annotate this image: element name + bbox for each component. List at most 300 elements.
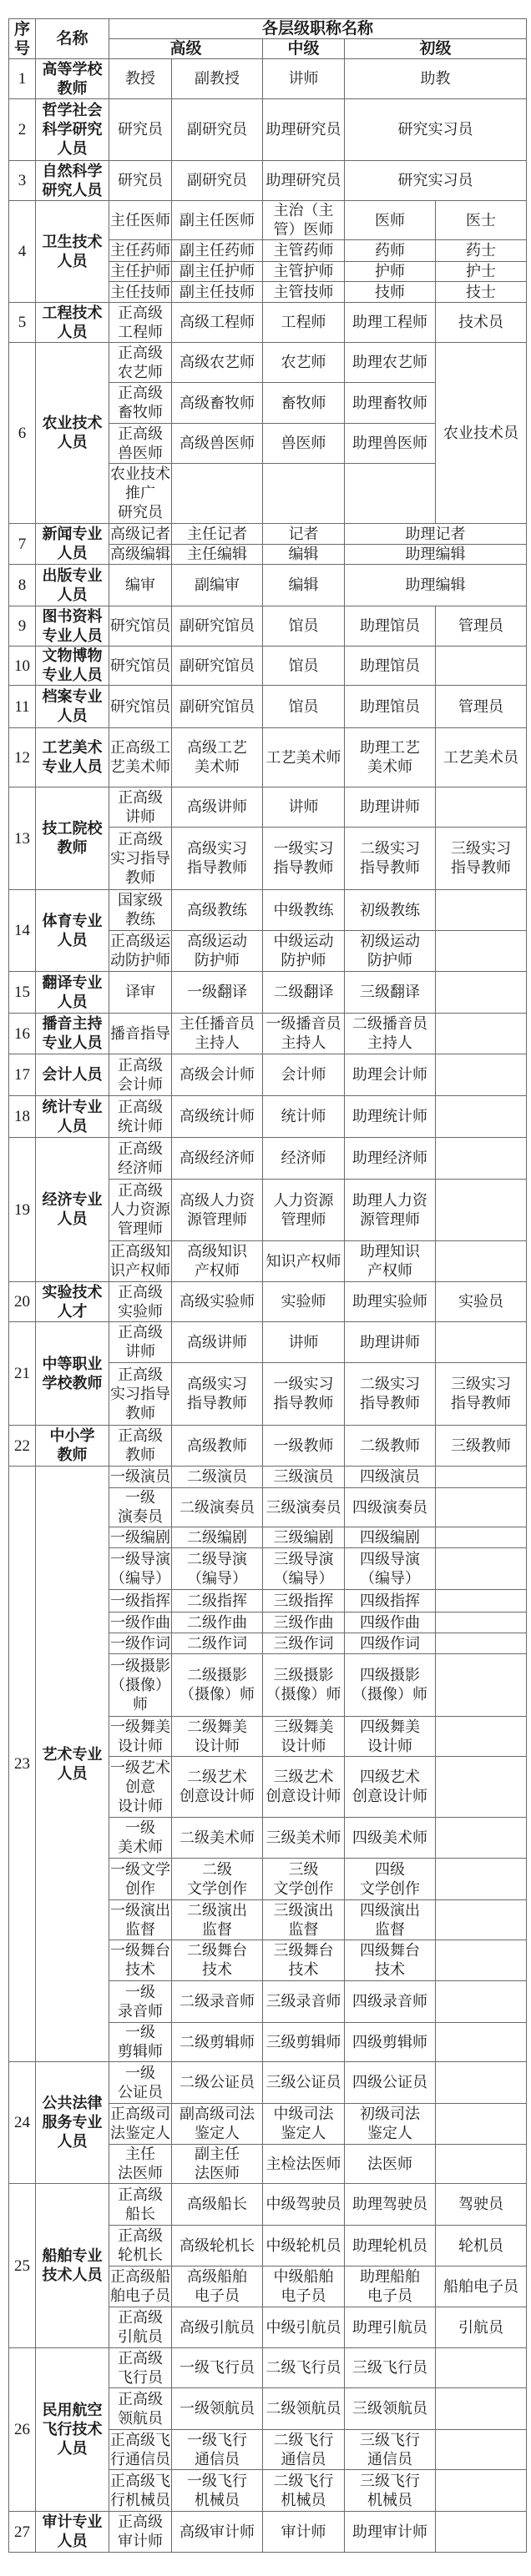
row-number: 1 bbox=[9, 59, 36, 99]
title-cell: 四级舞美 设计师 bbox=[345, 1717, 436, 1757]
title-cell: 三级剪辑师 bbox=[263, 2023, 345, 2062]
title-cell: 三级演员 bbox=[263, 1467, 345, 1488]
title-cell: 农业技术 推广 研究员 bbox=[109, 464, 172, 524]
title-cell: 四级 文学创作 bbox=[345, 1859, 436, 1900]
title-cell: 实验师 bbox=[263, 1282, 345, 1322]
title-cell: 三级作曲 bbox=[263, 1613, 345, 1633]
row-number: 25 bbox=[9, 2184, 36, 2348]
title-cell: 工艺美术员 bbox=[436, 728, 527, 787]
title-cell bbox=[436, 1654, 527, 1717]
title-cell: 馆员 bbox=[263, 686, 345, 728]
title-cell: 三级 文学创作 bbox=[263, 1859, 345, 1900]
title-cell: 一级实习 指导教师 bbox=[263, 1363, 345, 1426]
title-cell: 副主任药师 bbox=[172, 240, 263, 262]
title-cell: 副研究馆员 bbox=[172, 647, 263, 686]
title-cell: 工艺美术师 bbox=[263, 728, 345, 787]
title-cell: 中级教练 bbox=[263, 890, 345, 931]
title-cell: 一级实习 指导教师 bbox=[263, 828, 345, 890]
title-cell: 中级司法 鉴定人 bbox=[263, 2104, 345, 2145]
title-cell: 三级飞行 机械员 bbox=[345, 2470, 436, 2512]
title-cell: 高级船舶 电子员 bbox=[172, 2267, 263, 2307]
title-cell: 三级实习 指导教师 bbox=[436, 828, 527, 890]
title-cell: 副主任护师 bbox=[172, 262, 263, 282]
title-cell: 主治（主 管）医师 bbox=[263, 201, 345, 240]
title-cell: 轮机员 bbox=[436, 2226, 527, 2267]
title-cell: 三级教师 bbox=[436, 1426, 527, 1467]
title-cell: 二级实习 指导教师 bbox=[345, 828, 436, 890]
row-number: 11 bbox=[9, 686, 36, 728]
title-cell: 三级作词 bbox=[263, 1633, 345, 1654]
table-row bbox=[9, 1014, 527, 1054]
row-number: 4 bbox=[9, 201, 36, 303]
header-intermediate: 中级 bbox=[263, 39, 345, 59]
title-cell bbox=[436, 1548, 527, 1590]
title-cell: 高级工艺 美术师 bbox=[172, 728, 263, 787]
category-name: 民用航空 飞行技术 人员 bbox=[36, 2348, 109, 2512]
row-number: 9 bbox=[9, 606, 36, 647]
title-cell bbox=[436, 2348, 527, 2388]
row-number: 10 bbox=[9, 647, 36, 686]
title-cell: 一级翻译 bbox=[172, 972, 263, 1014]
title-cell bbox=[436, 1488, 527, 1527]
title-cell: 正高级 教师 bbox=[109, 1426, 172, 1467]
row-number: 24 bbox=[9, 2062, 36, 2184]
title-cell bbox=[436, 1138, 527, 1180]
title-cell: 三级公证员 bbox=[263, 2062, 345, 2104]
table-row bbox=[9, 2348, 527, 2388]
title-cell bbox=[172, 464, 263, 524]
title-cell: 经济师 bbox=[263, 1138, 345, 1180]
title-cell bbox=[436, 2062, 527, 2104]
title-cell: 高级轮机长 bbox=[172, 2226, 263, 2267]
title-cell: 助理知识 产权师 bbox=[345, 1241, 436, 1282]
title-cell: 正高级工 艺美术师 bbox=[109, 728, 172, 787]
title-cell: 高级实验师 bbox=[172, 1282, 263, 1322]
title-cell: 三级领航员 bbox=[345, 2388, 436, 2430]
title-cell: 助理畜牧师 bbox=[345, 383, 436, 424]
title-cell: 二级艺术 创意设计师 bbox=[172, 1757, 263, 1818]
title-cell: 二级飞行 机械员 bbox=[263, 2470, 345, 2512]
title-cell: 研究馆员 bbox=[109, 686, 172, 728]
title-cell: 高级审计师 bbox=[172, 2512, 263, 2553]
title-cell: 二级翻译 bbox=[263, 972, 345, 1014]
title-cell: 助理引航员 bbox=[345, 2307, 436, 2348]
table-row bbox=[9, 565, 527, 606]
title-cell: 正高级 引航员 bbox=[109, 2307, 172, 2348]
row-number: 18 bbox=[9, 1096, 36, 1138]
category-name: 翻译专业 人员 bbox=[36, 972, 109, 1014]
title-cell: 四级作词 bbox=[345, 1633, 436, 1654]
title-cell: 二级指挥 bbox=[172, 1590, 263, 1613]
title-cell: 研究馆员 bbox=[109, 647, 172, 686]
title-cell: 助理船舶 电子员 bbox=[345, 2267, 436, 2307]
title-cell: 编审 bbox=[109, 565, 172, 606]
title-cell: 二级播音员 主持人 bbox=[345, 1014, 436, 1054]
title-cell: 一级 录音师 bbox=[109, 1981, 172, 2023]
title-cell: 一级舞台 技术 bbox=[109, 1940, 172, 1981]
title-cell: 审计师 bbox=[263, 2512, 345, 2553]
title-cell: 国家级 教练 bbox=[109, 890, 172, 931]
title-cell: 一级 美术师 bbox=[109, 1818, 172, 1859]
title-cell: 四级摄影 （摄像）师 bbox=[345, 1654, 436, 1717]
title-cell: 二级舞台 技术 bbox=[172, 1940, 263, 1981]
title-cell: 助理统计师 bbox=[345, 1096, 436, 1138]
title-cell: 二级编剧 bbox=[172, 1527, 263, 1548]
title-cell: 高级运动 防护师 bbox=[172, 931, 263, 972]
title-cell: 助理工程师 bbox=[345, 303, 436, 343]
title-cell: 主任护师 bbox=[109, 262, 172, 282]
title-cell: 三级演奏员 bbox=[263, 1488, 345, 1527]
title-cell: 三级编剧 bbox=[263, 1527, 345, 1548]
title-cell: 二级演出 监督 bbox=[172, 1900, 263, 1940]
title-cell: 初级运动 防护师 bbox=[345, 931, 436, 972]
title-cell: 三级美术师 bbox=[263, 1818, 345, 1859]
category-name: 播音主持 专业人员 bbox=[36, 1014, 109, 1054]
table-row bbox=[9, 647, 527, 686]
title-cell: 讲师 bbox=[263, 787, 345, 828]
title-cell: 中级轮机员 bbox=[263, 2226, 345, 2267]
title-cell: 高级统计师 bbox=[172, 1096, 263, 1138]
category-name: 高等学校 教师 bbox=[36, 59, 109, 99]
row-number: 20 bbox=[9, 1282, 36, 1322]
table-row bbox=[9, 972, 527, 1014]
title-cell: 助理讲师 bbox=[345, 787, 436, 828]
title-cell: 助理记者 bbox=[345, 524, 527, 545]
row-number: 6 bbox=[9, 343, 36, 524]
table-row bbox=[9, 303, 527, 343]
title-cell: 引航员 bbox=[436, 2307, 527, 2348]
title-cell: 助理馆员 bbox=[345, 606, 436, 647]
title-cell bbox=[436, 1818, 527, 1859]
title-cell bbox=[436, 787, 527, 828]
title-cell: 二级作词 bbox=[172, 1633, 263, 1654]
title-cell: 研究实习员 bbox=[345, 99, 527, 161]
professional-title-table bbox=[8, 18, 527, 2553]
title-cell: 助理经济师 bbox=[345, 1138, 436, 1180]
title-cell bbox=[436, 1054, 527, 1096]
title-cell: 二级 文学创作 bbox=[172, 1859, 263, 1900]
title-cell: 正高级 飞行员 bbox=[109, 2348, 172, 2388]
table-row bbox=[9, 2184, 527, 2226]
title-cell: 三级摄影 （摄像）师 bbox=[263, 1654, 345, 1717]
title-cell: 研究员 bbox=[109, 161, 172, 201]
title-cell: 高级畜牧师 bbox=[172, 383, 263, 424]
title-cell: 一级飞行 通信员 bbox=[172, 2430, 263, 2470]
row-number: 14 bbox=[9, 890, 36, 972]
title-cell: 高级农艺师 bbox=[172, 343, 263, 383]
table-row bbox=[9, 2062, 527, 2104]
category-name: 实验技术 人才 bbox=[36, 1282, 109, 1322]
category-name: 会计人员 bbox=[36, 1054, 109, 1096]
title-cell: 二级美术师 bbox=[172, 1818, 263, 1859]
title-cell: 二级飞行员 bbox=[263, 2348, 345, 2388]
title-cell: 一级飞行员 bbox=[172, 2348, 263, 2388]
title-cell: 正高级 农艺师 bbox=[109, 343, 172, 383]
title-cell: 三级飞行员 bbox=[345, 2348, 436, 2388]
title-cell: 副主任 法医师 bbox=[172, 2145, 263, 2184]
title-cell: 医士 bbox=[436, 201, 527, 240]
title-cell: 船舶电子员 bbox=[436, 2267, 527, 2307]
title-cell: 初级司法 鉴定人 bbox=[345, 2104, 436, 2145]
title-cell: 四级舞台 技术 bbox=[345, 1940, 436, 1981]
row-number: 21 bbox=[9, 1322, 36, 1426]
title-cell bbox=[436, 1322, 527, 1363]
title-cell: 高级知识 产权师 bbox=[172, 1241, 263, 1282]
title-cell: 二级剪辑师 bbox=[172, 2023, 263, 2062]
title-cell: 讲师 bbox=[263, 59, 345, 99]
title-cell: 中级驾驶员 bbox=[263, 2184, 345, 2226]
title-cell: 助教 bbox=[345, 59, 527, 99]
title-cell: 译审 bbox=[109, 972, 172, 1014]
table-row bbox=[9, 2512, 527, 2553]
title-cell: 知识产权师 bbox=[263, 1241, 345, 1282]
title-cell: 一级指挥 bbox=[109, 1590, 172, 1613]
title-cell: 人力资源 管理师 bbox=[263, 1180, 345, 1241]
title-cell: 助理会计师 bbox=[345, 1054, 436, 1096]
title-cell: 二级演奏员 bbox=[172, 1488, 263, 1527]
title-cell: 教授 bbox=[109, 59, 172, 99]
header-titles: 各层级职称名称 bbox=[109, 19, 527, 39]
table-row bbox=[9, 161, 527, 201]
category-name: 公共法律 服务专业 人员 bbox=[36, 2062, 109, 2184]
title-cell: 一级飞行 机械员 bbox=[172, 2470, 263, 2512]
title-cell: 正高级 统计师 bbox=[109, 1096, 172, 1138]
title-cell: 二级导演 （编导） bbox=[172, 1548, 263, 1590]
title-cell: 初级教练 bbox=[345, 890, 436, 931]
title-cell: 编辑 bbox=[263, 565, 345, 606]
title-cell: 正高级 兽医师 bbox=[109, 424, 172, 464]
title-cell: 正高级 轮机长 bbox=[109, 2226, 172, 2267]
category-name: 卫生技术 人员 bbox=[36, 201, 109, 303]
title-cell: 主任药师 bbox=[109, 240, 172, 262]
title-cell bbox=[436, 1590, 527, 1613]
category-name: 船舶专业 技术人员 bbox=[36, 2184, 109, 2348]
title-cell: 副主任技师 bbox=[172, 282, 263, 303]
title-cell: 实验员 bbox=[436, 1282, 527, 1322]
row-number: 27 bbox=[9, 2512, 36, 2553]
title-cell: 一级文学 创作 bbox=[109, 1859, 172, 1900]
table-row bbox=[9, 1426, 527, 1467]
title-cell: 护师 bbox=[345, 262, 436, 282]
row-number: 17 bbox=[9, 1054, 36, 1096]
title-cell: 副研究员 bbox=[172, 161, 263, 201]
title-cell: 一级艺术 创意 设计师 bbox=[109, 1757, 172, 1818]
title-cell: 三级飞行 通信员 bbox=[345, 2430, 436, 2470]
title-cell: 一级作词 bbox=[109, 1633, 172, 1654]
title-cell: 高级教师 bbox=[172, 1426, 263, 1467]
title-cell: 四级编剧 bbox=[345, 1527, 436, 1548]
title-cell: 三级录音师 bbox=[263, 1981, 345, 2023]
title-cell bbox=[436, 2104, 527, 2145]
title-cell: 一级作曲 bbox=[109, 1613, 172, 1633]
title-cell: 副研究馆员 bbox=[172, 686, 263, 728]
table-row bbox=[9, 343, 527, 383]
row-number: 15 bbox=[9, 972, 36, 1014]
title-cell: 正高级飞 行机械员 bbox=[109, 2470, 172, 2512]
title-cell: 四级艺术 创意设计师 bbox=[345, 1757, 436, 1818]
title-cell bbox=[436, 1981, 527, 2023]
title-cell: 二级实习 指导教师 bbox=[345, 1363, 436, 1426]
title-cell: 中级船舶 电子员 bbox=[263, 2267, 345, 2307]
title-cell: 四级导演 （编导） bbox=[345, 1548, 436, 1590]
title-cell: 高级编辑 bbox=[109, 545, 172, 565]
category-name: 自然科学 研究人员 bbox=[36, 161, 109, 201]
table-row bbox=[9, 1138, 527, 1180]
title-cell: 兽医师 bbox=[263, 424, 345, 464]
title-cell: 高级讲师 bbox=[172, 787, 263, 828]
title-cell: 二级演员 bbox=[172, 1467, 263, 1488]
title-cell: 正高级 船长 bbox=[109, 2184, 172, 2226]
title-cell bbox=[436, 2023, 527, 2062]
table-row bbox=[9, 728, 527, 787]
row-number: 3 bbox=[9, 161, 36, 201]
title-cell: 助理驾驶员 bbox=[345, 2184, 436, 2226]
category-name: 工程技术 人员 bbox=[36, 303, 109, 343]
table-row bbox=[9, 606, 527, 647]
title-cell bbox=[436, 931, 527, 972]
title-cell: 一级演员 bbox=[109, 1467, 172, 1488]
title-cell: 工程师 bbox=[263, 303, 345, 343]
title-cell: 会计师 bbox=[263, 1054, 345, 1096]
title-cell: 高级经济师 bbox=[172, 1138, 263, 1180]
category-name: 农业技术 人员 bbox=[36, 343, 109, 524]
title-cell: 研究实习员 bbox=[345, 161, 527, 201]
title-cell: 正高级司 法鉴定人 bbox=[109, 2104, 172, 2145]
table-row bbox=[9, 1282, 527, 1322]
title-cell: 高级会计师 bbox=[172, 1054, 263, 1096]
category-name: 艺术专业 人员 bbox=[36, 1467, 109, 2062]
title-cell: 医师 bbox=[345, 201, 436, 240]
title-cell: 四级美术师 bbox=[345, 1818, 436, 1859]
title-cell: 高级工程师 bbox=[172, 303, 263, 343]
title-cell: 高级实习 指导教师 bbox=[172, 1363, 263, 1426]
title-cell: 二级舞美 设计师 bbox=[172, 1717, 263, 1757]
title-cell bbox=[436, 647, 527, 686]
row-number: 7 bbox=[9, 524, 36, 565]
title-cell: 四级公证员 bbox=[345, 2062, 436, 2104]
title-cell: 三级实习 指导教师 bbox=[436, 1363, 527, 1426]
title-cell: 四级作曲 bbox=[345, 1613, 436, 1633]
title-cell: 主检法医师 bbox=[263, 2145, 345, 2184]
category-name: 档案专业 人员 bbox=[36, 686, 109, 728]
header-row bbox=[9, 19, 527, 39]
title-cell: 农艺师 bbox=[263, 343, 345, 383]
title-cell: 助理实验师 bbox=[345, 1282, 436, 1322]
title-cell: 馆员 bbox=[263, 647, 345, 686]
title-cell bbox=[436, 2388, 527, 2430]
title-cell: 正高级运 动防护师 bbox=[109, 931, 172, 972]
row-number: 13 bbox=[9, 787, 36, 890]
table-row bbox=[9, 686, 527, 728]
title-cell: 正高级飞 行通信员 bbox=[109, 2430, 172, 2470]
title-cell: 助理工艺 美术师 bbox=[345, 728, 436, 787]
title-cell: 正高级 会计师 bbox=[109, 1054, 172, 1096]
title-cell: 一级 演奏员 bbox=[109, 1488, 172, 1527]
title-cell: 二级公证员 bbox=[172, 2062, 263, 2104]
title-cell bbox=[436, 1717, 527, 1757]
title-cell: 四级演员 bbox=[345, 1467, 436, 1488]
title-cell: 主管技师 bbox=[263, 282, 345, 303]
title-cell: 助理馆员 bbox=[345, 686, 436, 728]
title-cell bbox=[436, 1527, 527, 1548]
title-cell bbox=[436, 1613, 527, 1633]
title-cell: 助理轮机员 bbox=[345, 2226, 436, 2267]
title-cell: 主任 法医师 bbox=[109, 2145, 172, 2184]
table-row bbox=[9, 1096, 527, 1138]
title-cell: 正高级 实习指导 教师 bbox=[109, 1363, 172, 1426]
title-cell: 一级 公证员 bbox=[109, 2062, 172, 2104]
title-cell bbox=[436, 1180, 527, 1241]
title-cell: 正高级知 识产权师 bbox=[109, 1241, 172, 1282]
title-cell bbox=[436, 2145, 527, 2184]
title-cell: 副编审 bbox=[172, 565, 263, 606]
title-cell: 助理审计师 bbox=[345, 2512, 436, 2553]
title-cell: 统计师 bbox=[263, 1096, 345, 1138]
header-name: 名称 bbox=[36, 19, 109, 59]
title-cell bbox=[436, 972, 527, 1014]
row-number: 2 bbox=[9, 99, 36, 161]
title-cell bbox=[436, 2430, 527, 2470]
title-cell: 主管护师 bbox=[263, 262, 345, 282]
title-cell: 药士 bbox=[436, 240, 527, 262]
title-cell bbox=[436, 1940, 527, 1981]
title-cell: 管理员 bbox=[436, 606, 527, 647]
title-cell: 正高级 审计师 bbox=[109, 2512, 172, 2553]
title-cell: 驾驶员 bbox=[436, 2184, 527, 2226]
title-cell: 研究员 bbox=[109, 99, 172, 161]
title-cell bbox=[436, 1859, 527, 1900]
title-cell: 高级船长 bbox=[172, 2184, 263, 2226]
title-cell: 二级作曲 bbox=[172, 1613, 263, 1633]
title-cell bbox=[345, 464, 436, 524]
title-cell: 正高级船 舶电子员 bbox=[109, 2267, 172, 2307]
title-cell: 正高级 经济师 bbox=[109, 1138, 172, 1180]
title-cell: 四级指挥 bbox=[345, 1590, 436, 1613]
title-cell: 正高级 讲师 bbox=[109, 787, 172, 828]
table-row bbox=[9, 201, 527, 240]
title-cell: 助理研究员 bbox=[263, 161, 345, 201]
title-cell: 高级人力资 源管理师 bbox=[172, 1180, 263, 1241]
title-cell: 三级舞美 设计师 bbox=[263, 1717, 345, 1757]
title-cell: 副教授 bbox=[172, 59, 263, 99]
title-cell bbox=[436, 1633, 527, 1654]
title-cell: 二级领航员 bbox=[263, 2388, 345, 2430]
title-cell bbox=[436, 890, 527, 931]
title-cell: 法医师 bbox=[345, 2145, 436, 2184]
row-number: 5 bbox=[9, 303, 36, 343]
title-cell: 技士 bbox=[436, 282, 527, 303]
title-cell: 助理编辑 bbox=[345, 545, 527, 565]
title-cell: 正高级 领航员 bbox=[109, 2388, 172, 2430]
row-number: 16 bbox=[9, 1014, 36, 1054]
title-cell: 二级录音师 bbox=[172, 1981, 263, 2023]
title-cell: 副高级司法 鉴定人 bbox=[172, 2104, 263, 2145]
category-name: 审计专业 人员 bbox=[36, 2512, 109, 2553]
title-cell: 四级演出 监督 bbox=[345, 1900, 436, 1940]
table-row bbox=[9, 524, 527, 545]
title-cell: 二级摄影 （摄像）师 bbox=[172, 1654, 263, 1717]
title-cell: 播音指导 bbox=[109, 1014, 172, 1054]
table-row bbox=[9, 890, 527, 931]
title-cell: 管理员 bbox=[436, 686, 527, 728]
title-cell: 畜牧师 bbox=[263, 383, 345, 424]
category-name: 体育专业 人员 bbox=[36, 890, 109, 972]
table-row bbox=[9, 1467, 527, 1488]
category-name: 中小学 教师 bbox=[36, 1426, 109, 1467]
title-cell: 一级摄影 （摄像） 师 bbox=[109, 1654, 172, 1717]
title-cell: 研究馆员 bbox=[109, 606, 172, 647]
table-row bbox=[9, 1054, 527, 1096]
